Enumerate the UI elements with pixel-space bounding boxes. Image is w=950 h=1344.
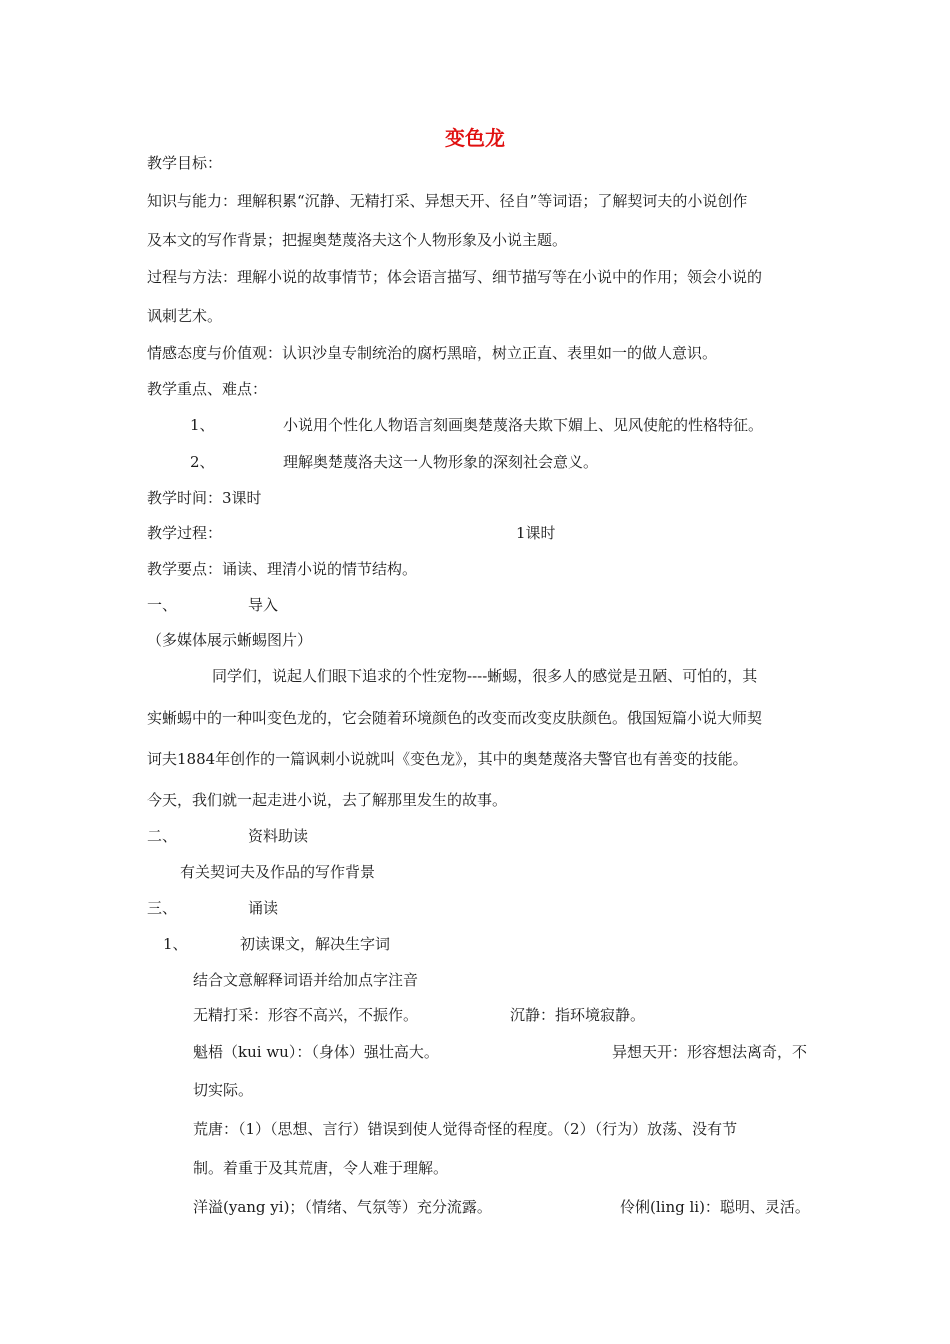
objectives-heading: 教学目标： xyxy=(147,154,223,172)
keypoint-2-number: 2、 xyxy=(190,453,215,471)
vocab-huangtang-1: 荒唐：（1）（思想、言行）错误到使人觉得奇怪的程度。（2）（行为）放荡、没有节 xyxy=(193,1120,738,1138)
vocab-wujingdacai: 无精打采：形容不高兴，不振作。 xyxy=(193,1006,419,1024)
vocab-chenjing: 沉静：指环境寂静。 xyxy=(510,1006,646,1024)
emotion-line: 情感态度与价值观：认识沙皇专制统治的腐朽黑暗，树立正直、表里如一的做人意识。 xyxy=(147,344,718,362)
keypoint-1-number: 1、 xyxy=(190,416,215,434)
section-3-title: 诵读 xyxy=(248,899,279,917)
vocab-intro: 结合文意解释词语并给加点字注音 xyxy=(193,971,419,989)
teaching-time: 教学时间：3课时 xyxy=(147,489,262,507)
multimedia-note: （多媒体展示蜥蜴图片） xyxy=(147,631,313,649)
process-line-2: 讽刺艺术。 xyxy=(147,307,223,325)
process-line-1: 过程与方法：理解小说的故事情节；体会语言描写、细节描写等在小说中的作用；领会小说的 xyxy=(147,268,763,286)
section-1-title: 导入 xyxy=(248,596,279,614)
knowledge-line-2: 及本文的写作背景；把握奥楚蔑洛夫这个人物形象及小说主题。 xyxy=(147,231,568,249)
intro-line-3: 诃夫1884年创作的一篇讽刺小说就叫《变色龙》，其中的奥楚蔑洛夫警官也有善变的技能。 xyxy=(147,750,748,768)
step-1-number: 1、 xyxy=(163,935,188,953)
vocab-kuiwu: 魁梧（kui wu）：（身体）强壮高大。 xyxy=(193,1043,439,1061)
step-1-text: 初读课文，解决生字词 xyxy=(240,935,391,953)
vocab-yixiangtiankai-2: 切实际。 xyxy=(193,1081,254,1099)
keypoint-2-text: 理解奥楚蔑洛夫这一人物形象的深刻社会意义。 xyxy=(283,453,599,471)
section-3-number: 三、 xyxy=(147,899,178,917)
section-2-number: 二、 xyxy=(147,827,178,845)
intro-line-4: 今天，我们就一起走进小说，去了解那里发生的故事。 xyxy=(147,791,508,809)
teaching-essentials: 教学要点：诵读、理清小说的情节结构。 xyxy=(147,560,418,578)
vocab-yangyi: 洋溢(yang yi)；（情绪、气氛等）充分流露。 xyxy=(193,1198,492,1216)
background-line: 有关契诃夫及作品的写作背景 xyxy=(180,863,376,881)
intro-line-2: 实蜥蜴中的一种叫变色龙的，它会随着环境颜色的改变而改变皮肤颜色。俄国短篇小说大师契 xyxy=(147,709,763,727)
vocab-lingli: 伶俐(ling li)：聪明、灵活。 xyxy=(620,1198,810,1216)
vocab-huangtang-2: 制。着重于及其荒唐，令人难于理解。 xyxy=(193,1159,449,1177)
section-1-number: 一、 xyxy=(147,596,178,614)
process-heading: 教学过程： xyxy=(147,524,223,542)
document-title: 变色龙 xyxy=(445,126,505,150)
section-2-title: 资料助读 xyxy=(248,827,309,845)
lesson-one-label: 1课时 xyxy=(516,524,556,542)
keypoint-1-text: 小说用个性化人物语言刻画奥楚蔑洛夫欺下媚上、见风使舵的性格特征。 xyxy=(283,416,764,434)
knowledge-line-1: 知识与能力：理解积累“沉静、无精打采、异想天开、径自”等词语；了解契诃夫的小说创作 xyxy=(147,192,748,210)
intro-line-1: 同学们，说起人们眼下追求的个性宠物----蜥蜴，很多人的感觉是丑陋、可怕的，其 xyxy=(212,667,758,685)
vocab-yixiangtiankai-1: 异想天开：形容想法离奇，不 xyxy=(612,1043,808,1061)
keypoints-heading: 教学重点、难点： xyxy=(147,380,268,398)
